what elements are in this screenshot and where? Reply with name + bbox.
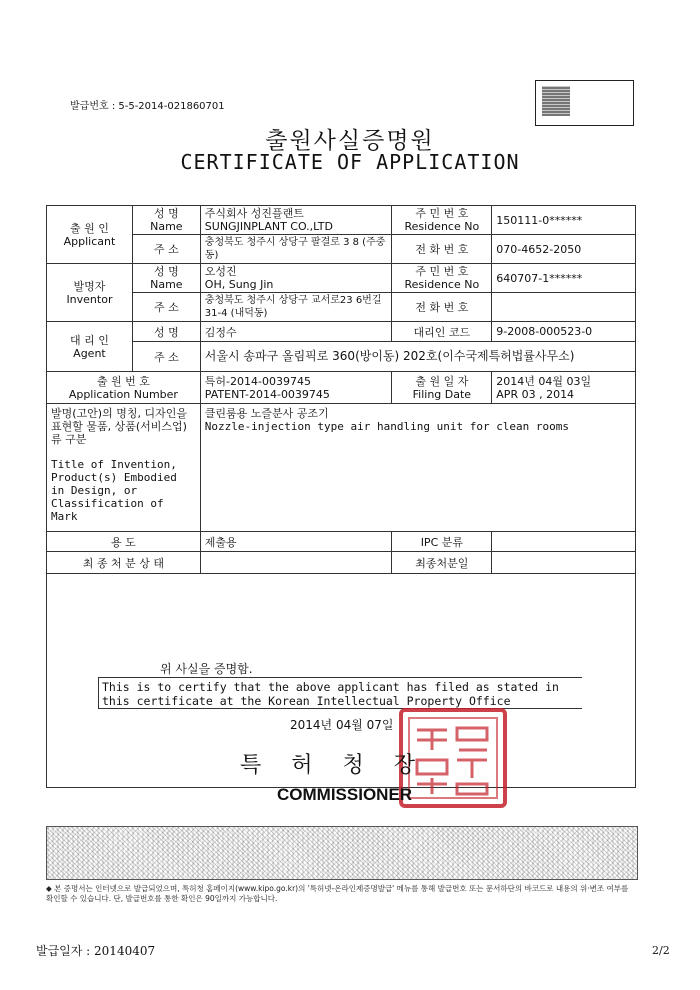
invention-label-en: Title of Invention, Product(s) Embodied in Design, or Classification of Mark [51, 458, 177, 523]
blank-area [47, 574, 636, 614]
ipc-label: IPC 분류 [392, 532, 492, 552]
inventor-address-value: 충청북도 청주시 상당구 교서로23 6번길 31-4 (내덕동) [200, 293, 392, 322]
filing-date-ko: 2014년 04월 03일 [496, 374, 592, 388]
inventor-name-en: OH, Sung Jin [204, 278, 274, 291]
name-label-ko: 성 명 [153, 265, 179, 278]
applicant-name-ko: 주식회사 성진플랜트 [204, 207, 304, 220]
inventor-label-en: Inventor [66, 292, 113, 306]
use-value: 제출용 [200, 532, 392, 552]
applicant-name-label [132, 206, 200, 235]
applicant-name-en: SUNGJINPLANT CO.,LTD [204, 220, 333, 233]
office-name-en: COMMISSIONER [277, 785, 413, 804]
applicant-section [47, 206, 133, 264]
inventor-label-ko: 발명자 [73, 279, 106, 293]
agent-address-value: 서울시 송파구 올림픽로 360(방이동) 202호(이수국제특허법률사무소) [200, 342, 635, 372]
filing-date-label-en: Filing Date [412, 387, 472, 401]
agent-label-ko: 대 리 인 [70, 333, 109, 347]
residence-label-ko: 주 민 번 호 [415, 207, 469, 220]
app-number-label-ko: 출 원 번 호 [96, 374, 150, 388]
inventor-residence-value: 640707-1****** [492, 264, 636, 293]
app-number-en: PATENT-2014-0039745 [204, 387, 330, 401]
applicant-residence-value: 150111-0****** [492, 206, 636, 235]
invention-title [200, 404, 635, 532]
inventor-name-label [132, 264, 200, 293]
application-number-value [200, 372, 392, 404]
inventor-name-ko: 오성진 [204, 265, 237, 278]
invention-title-ko: 클린룸용 노즐분사 공조기 [204, 407, 329, 420]
office-name-ko: 특허청장 [240, 753, 446, 778]
ipc-value [492, 532, 636, 552]
applicant-phone-value: 070-4652-2050 [492, 235, 636, 264]
final-date-label: 최종처분일 [392, 552, 492, 574]
divider [98, 677, 99, 709]
agent-name-label: 성 명 [132, 322, 200, 342]
barcode-icon [542, 86, 570, 116]
applicant-residence-label [392, 206, 492, 235]
applicant-name-value [200, 206, 392, 235]
agent-section [47, 322, 133, 372]
residence-label-en: Residence No [404, 278, 480, 291]
name-label-en: Name [150, 278, 183, 291]
applicant-address-value: 충청북도 청주시 상당구 팔결로 3 8 (주중동) [200, 235, 392, 264]
applicant-phone-label: 전 화 번 호 [392, 235, 492, 264]
footnote: ◆ 본 증명서는 인터넷으로 발급되었으며, 특허청 홈페이지(www.kipo.go.kr)의 '특허넷-온라인제증명발급' 메뉴를 통해 발급번호 또는 문서하단의 바코드로 내용의 위·변조 여부를 확인할 수 있습니다. 단, 발급번호를 통한 확인은 90일까지 가능합니다. [46, 884, 629, 903]
invention-label [47, 404, 201, 532]
residence-label-ko: 주 민 번 호 [415, 265, 469, 278]
filing-date-value [492, 372, 636, 404]
agent-address-label: 주 소 [132, 342, 200, 372]
barcode-box [535, 80, 634, 126]
inventor-phone-label: 전 화 번 호 [392, 293, 492, 322]
title-korean: 출원사실증명원 [265, 128, 435, 154]
filing-date-label-ko: 출 원 일 자 [415, 374, 469, 388]
inventor-name-value [200, 264, 392, 293]
filing-date-en: APR 03 , 2014 [496, 387, 575, 401]
invention-label-ko: 발명(고안)의 명칭, 디자인을 표현할 물품, 상품(서비스업)류 구분 [51, 407, 187, 446]
final-date-value [492, 552, 636, 574]
name-label-ko: 성 명 [153, 207, 179, 220]
final-status-label: 최 종 처 분 상 태 [47, 552, 201, 574]
divider [98, 708, 582, 709]
inventor-phone-value [492, 293, 636, 322]
applicant-label-ko: 출 원 인 [70, 221, 109, 235]
agent-code-value: 9-2008-000523-0 [492, 322, 636, 342]
issue-date: 발급일자 : 20140407 [36, 944, 156, 958]
page-number: 2/2 [652, 944, 670, 957]
app-number-ko: 특허-2014-0039745 [204, 374, 311, 388]
residence-label-en: Residence No [404, 220, 480, 233]
agent-code-label: 대리인 코드 [392, 322, 492, 342]
inventor-section [47, 264, 133, 322]
agent-label-en: Agent [73, 346, 106, 360]
filing-date-label [392, 372, 492, 404]
applicant-label-en: Applicant [63, 234, 116, 248]
certification-date: 2014년 04월 07일 [290, 718, 394, 732]
inventor-residence-label [392, 264, 492, 293]
final-status-value [200, 552, 392, 574]
name-label-en: Name [150, 220, 183, 233]
inventor-address-label: 주 소 [132, 293, 200, 322]
issue-number: 발급번호 : 5-5-2014-021860701 [70, 101, 225, 112]
applicant-address-label: 주 소 [132, 235, 200, 264]
invention-title-en: Nozzle-injection type air handling unit for clean rooms [204, 420, 570, 433]
title-english: CERTIFICATE OF APPLICATION [180, 150, 520, 174]
security-pattern [46, 826, 638, 880]
app-number-label-en: Application Number [68, 387, 178, 401]
application-number-label [47, 372, 201, 404]
agent-name-value: 김정수 [200, 322, 392, 342]
certification-text-en: This is to certify that the above applicant has filed as stated in this certificate at the Korean Intellectual Property Office [102, 680, 559, 708]
use-label: 용 도 [47, 532, 201, 552]
divider [98, 677, 582, 678]
certification-text-ko: 위 사실을 증명함. [160, 662, 253, 676]
